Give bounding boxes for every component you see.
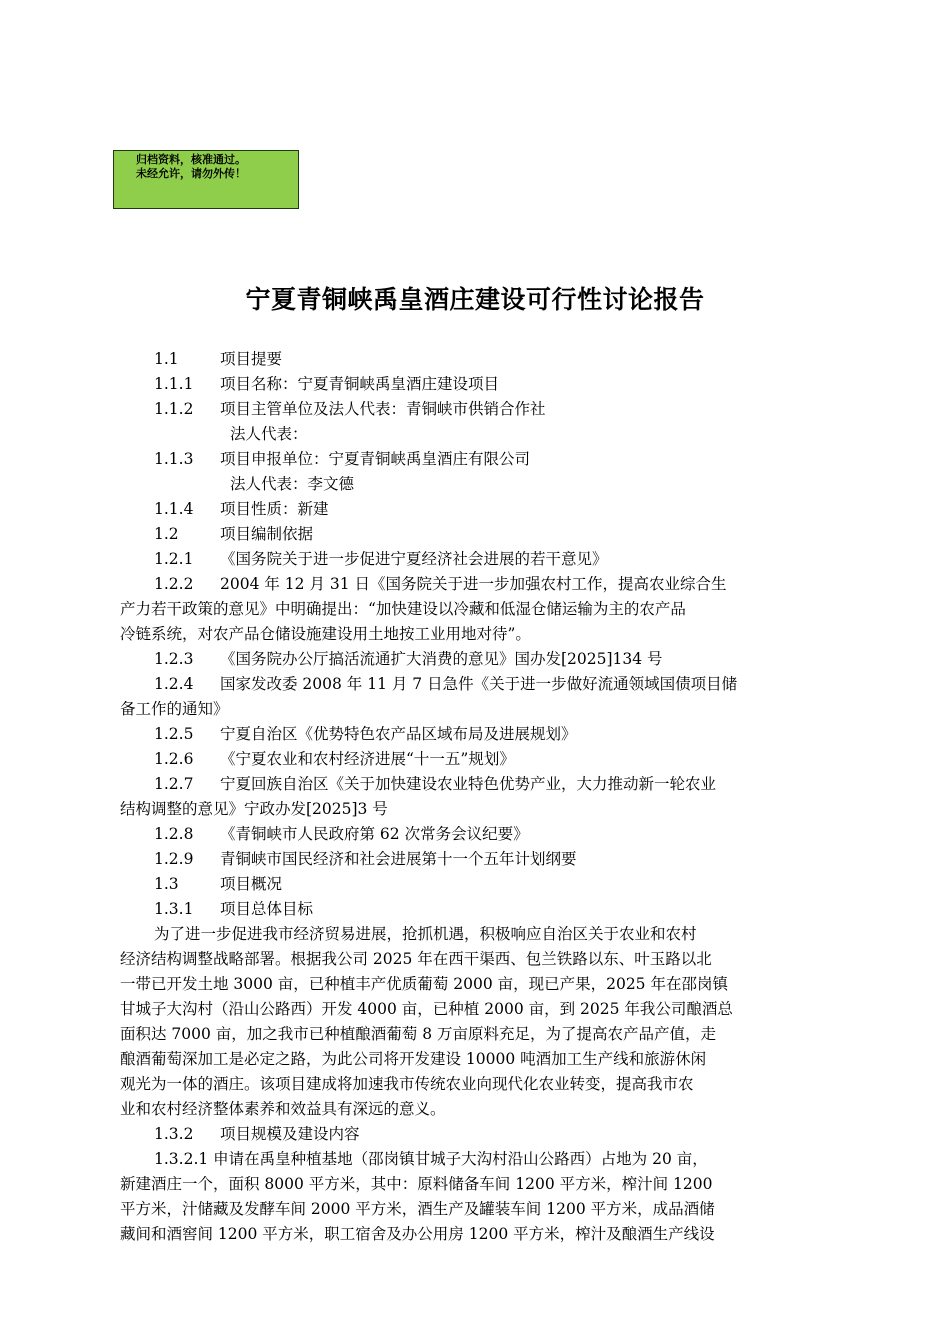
paragraph-line: 新建酒庄一个，面积 8000 平方米，其中：原料储备车间 1200 平方米，榨汁间 1200 (120, 1175, 713, 1193)
section-number: 1.1.1 (154, 375, 194, 393)
section-number: 1.1 (154, 350, 179, 368)
section-number: 1.3.1 (154, 900, 194, 918)
section-text: 项目提要 (220, 350, 283, 368)
section-text: 项目名称：宁夏青铜峡禹皇酒庄建设项目 (220, 375, 500, 393)
paragraph-line: 经济结构调整战略部署。根据我公司 2025 年在西干渠西、包兰铁路以东、叶玉路以北 (120, 950, 712, 968)
paragraph-line: 为了进一步促进我市经济贸易进展，抢抓机遇，积极响应自治区关于农业和农村 (154, 925, 697, 943)
heading-1-1-2 (120, 397, 838, 422)
stamp-line-1: 归档资料，核准通过。 (136, 153, 246, 166)
paragraph-line: 产力若干政策的意见》中明确提出：“加快建设以冷藏和低湿仓储运输为主的农产品 (120, 600, 686, 618)
paragraph-line: 酿酒葡萄深加工是必定之路，为此公司将开发建设 10000 吨酒加工生产线和旅游休闲 (120, 1050, 707, 1068)
paragraph-line: 一带已开发土地 3000 亩，已种植丰产优质葡萄 2000 亩，现已产果，2025 年在邵岗镇 (120, 975, 728, 993)
document-body (120, 347, 838, 1247)
section-text: 《宁夏农业和农村经济进展“十一五”规划》 (220, 750, 515, 768)
legal-rep-line: 法人代表：李文德 (230, 475, 355, 493)
section-text: 项目性质：新建 (220, 500, 329, 518)
heading-1-1-3 (120, 447, 838, 472)
paragraph-line: 冷链系统，对农产品仓储设施建设用土地按工业用地对待”。 (120, 625, 531, 643)
section-number: 1.2.5 (154, 725, 194, 743)
section-number: 1.2.7 (154, 775, 194, 793)
paragraph-line: 甘城子大沟村（沿山公路西）开发 4000 亩，已种植 2000 亩，到 2025 年我公司酿酒总 (120, 1000, 733, 1018)
section-number: 1.3.2 (154, 1125, 194, 1143)
section-number: 1.1.3 (154, 450, 194, 468)
section-text: 宁夏回族自治区《关于加快建设农业特色优势产业，大力推动新一轮农业 (220, 775, 717, 793)
stamp-line-2: 未经允许，请勿外传！ (136, 167, 246, 180)
section-text: 国家发改委 2008 年 11 月 7 日急件《关于进一步做好流通领域国债项目储 (220, 675, 738, 693)
section-number: 1.2.4 (154, 675, 194, 693)
section-number: 1.2.3 (154, 650, 194, 668)
heading-1-2-8 (120, 822, 838, 847)
section-text: 项目总体目标 (220, 900, 314, 918)
section-number: 1.2 (154, 525, 179, 543)
section-number: 1.2.6 (154, 750, 194, 768)
section-text: 2004 年 12 月 31 日《国务院关于进一步加强农村工作，提高农业综合生 (220, 575, 727, 593)
heading-1-1-4 (120, 497, 838, 522)
heading-1-1 (120, 347, 838, 372)
paragraph-line: 平方米，汁储藏及发酵车间 2000 平方米，酒生产及罐装车间 1200 平方米，成品酒储 (120, 1200, 715, 1218)
section-number: 1.3 (154, 875, 179, 893)
heading-1-2-6 (120, 747, 838, 772)
section-number: 1.2.1 (154, 550, 194, 568)
section-number: 1.1.4 (154, 500, 194, 518)
section-text: 青铜峡市国民经济和社会进展第十一个五年计划纲要 (220, 850, 577, 868)
heading-1-3-2 (120, 1122, 838, 1147)
heading-1-2 (120, 522, 838, 547)
section-number: 1.2.2 (154, 575, 194, 593)
paragraph-line: 备工作的通知》 (120, 700, 229, 718)
heading-1-2-9 (120, 847, 838, 872)
archive-stamp (113, 150, 299, 209)
heading-1-2-1 (120, 547, 838, 572)
section-text: 《国务院关于进一步促进宁夏经济社会进展的若干意见》 (220, 550, 608, 568)
section-text: 《国务院办公厅搞活流通扩大消费的意见》国办发[2025]134 号 (220, 650, 663, 668)
section-number: 1.1.2 (154, 400, 194, 418)
paragraph-line: 结构调整的意见》宁政办发[2025]3 号 (120, 800, 388, 818)
document-title: 宁夏青铜峡禹皇酒庄建设可行性讨论报告 (245, 285, 705, 314)
legal-rep-line: 法人代表： (230, 425, 308, 443)
heading-1-2-3 (120, 647, 838, 672)
heading-1-1-1 (120, 372, 838, 397)
heading-1-2-2 (120, 572, 838, 597)
paragraph-line: 藏间和酒窖间 1200 平方米，职工宿舍及办公用房 1200 平方米，榨汁及酿酒生产线设 (120, 1225, 715, 1243)
section-number: 1.2.8 (154, 825, 194, 843)
heading-1-2-4 (120, 672, 838, 697)
paragraph-line: 观光为一体的酒庄。该项目建成将加速我市传统农业向现代化农业转变，提高我市农 (120, 1075, 694, 1093)
section-text: 项目主管单位及法人代表：青铜峡市供销合作社 (220, 400, 546, 418)
paragraph-line: 业和农村经济整体素养和效益具有深远的意义。 (120, 1100, 446, 1118)
section-text: 宁夏自治区《优势特色农产品区域布局及进展规划》 (220, 725, 577, 743)
section-text: 项目编制依据 (220, 525, 314, 543)
section-text: 《青铜峡市人民政府第 62 次常务会议纪要》 (220, 825, 529, 843)
heading-1-3 (120, 872, 838, 897)
section-text: 项目概况 (220, 875, 283, 893)
heading-1-2-7 (120, 772, 838, 797)
paragraph-line: 1.3.2.1 申请在禹皇种植基地（邵岗镇甘城子大沟村沿山公路西）占地为 20 亩， (154, 1150, 708, 1168)
paragraph-line: 面积达 7000 亩，加之我市已种植酿酒葡萄 8 万亩原料充足，为了提高农产品产值，走 (120, 1025, 717, 1043)
heading-1-3-1 (120, 897, 838, 922)
section-number: 1.2.9 (154, 850, 194, 868)
section-text: 项目申报单位：宁夏青铜峡禹皇酒庄有限公司 (220, 450, 531, 468)
heading-1-2-5 (120, 722, 838, 747)
section-text: 项目规模及建设内容 (220, 1125, 360, 1143)
